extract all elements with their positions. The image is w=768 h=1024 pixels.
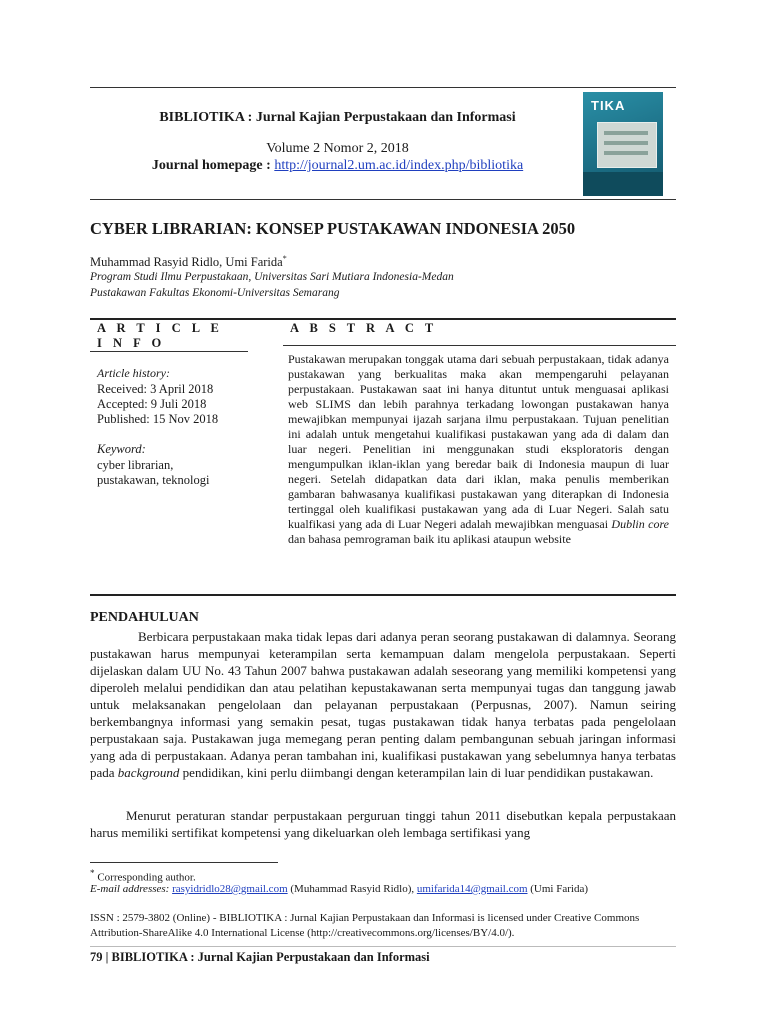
journal-cover-image <box>583 92 663 196</box>
cover-building <box>597 122 657 168</box>
article-info-heading-1: A R T I C L E <box>97 321 223 335</box>
keyword-line-2: pustakawan, teknologi <box>97 473 210 487</box>
cover-band <box>583 172 663 196</box>
intro-paragraph-2: Menurut peraturan standar perpustakaan perguruan tinggi tahun 2011 disebutkan kepala perpustakaan harus memiliki sertifikat kompetensi yang dikeluarkan oleh lembaga sertifikasi yang <box>90 808 676 840</box>
footer-rule <box>90 946 676 947</box>
intro-paragraph-1: Berbicara perpustakaan maka tidak lepas dari adanya peran seorang pustakawan di dalamnya. Seorang pustakawan harus mempunyai keterampilan serta kemampuan dalam mengelola perpustakaan. Seperti dijelaskan dalam UU No. 43 Tahun 2007 bahwa pustakawan adalah seseorang yang memiliki kompetensi yang diperoleh melalui pendidikan dan atau pelatihan kepustakawanan serta mempunyai tugas dan tanggung jawab untuk melaksanakan pengelolaan dan pelayanan perpustakaan (Perpusnas, 2007). Namun seiring berkembangnya informasi yang semakin pesat, tugas pustakawan tidak hanya terbatas pada pengelolaan perpustakaan saja. Pustakawan juga memegang peran penting dalam pembangunan sebuah jaringan informasi yang ada di perpustakaan. Adanya peran tambahan ini, kualifikasi pustakawan yang sebelumnya hanya terbatas pada background pendidikan, kini perlu diimbangi dengan keterampilan lain di luar pendidikan pustakawan. <box>90 629 676 780</box>
license-notice: ISSN : 2579-3802 (Online) - BIBLIOTIKA : Jurnal Kajian Perpustakaan dan Informasi is licensed under Creative Commons Attribution-ShareAlike 4.0 International License (http://creativecommons.org/licenses/BY/4.0/). <box>90 912 640 939</box>
affiliation-2: Pustakawan Fakultas Ekonomi-Universitas Semarang <box>90 287 340 299</box>
published-date: Published: 15 Nov 2018 <box>97 412 219 426</box>
journal-homepage <box>90 158 585 174</box>
journal-title: BIBLIOTIKA : Jurnal Kajian Perpustakaan dan Informasi <box>159 110 516 125</box>
email-link-2[interactable]: umifarida14@gmail.com <box>416 883 528 895</box>
footnote-rule <box>90 862 278 863</box>
affiliation-1: Program Studi Ilmu Perpustakaan, Universitas Sari Mutiara Indonesia-Medan <box>90 271 454 283</box>
cover-logo: TIKA <box>591 98 626 113</box>
accepted-date: Accepted: 9 Juli 2018 <box>97 397 207 411</box>
abstract-heading: A B S T R A C T <box>290 321 438 335</box>
email-link-1[interactable]: rasyidridlo28@gmail.com <box>172 883 288 895</box>
homepage-label: Journal homepage : <box>151 158 271 173</box>
page-footer: 79 | BIBLIOTIKA : Jurnal Kajian Perpustakaan dan Informasi <box>90 950 430 964</box>
section-heading-pendahuluan: PENDAHULUAN <box>90 610 199 625</box>
footnote-corresponding: * Corresponding author. <box>90 868 196 884</box>
journal-volume: Volume 2 Nomor 2, 2018 <box>266 141 409 156</box>
keyword-label: Keyword: <box>97 442 146 456</box>
homepage-link[interactable]: http://journal2.um.ac.id/index.php/bibliotika <box>274 158 524 173</box>
article-info-heading-2: I N F O <box>97 336 166 350</box>
info-top-rule <box>90 318 676 320</box>
abstract-rule <box>283 345 676 346</box>
paper-title: CYBER LIBRARIAN: KONSEP PUSTAKAWAN INDONESIA 2050 <box>90 219 576 238</box>
keyword-line-1: cyber librarian, <box>97 458 174 472</box>
abstract-text: Pustakawan merupakan tonggak utama dari sebuah perpustakaan, tidak adanya pustakawan yang berkualitas maka akan mempengaruhi pelayanan perpustakaan. Pustakawan saat ini hanya dituntut untuk menguasai aplikasi web SLIMS dan lebih parahnya terkadang lowongan pustakawan hanya mewajibkan mempunyai ijazah sarjana ilmu perpustakaan. Tujuan penelitian ini adalah untuk mengetahui kualifikasi pustakawan yang ada di dalam dan luar negeri. Penelitian ini menggunakan studi eksploratoris dengan mengumpulkan iklan-iklan yang beredar baik di Indonesia maupun di luar negeri. Setelah didapatkan data dari iklan, maka penulis memberikan gambaran bahwasanya kualifikasi pustakawan yang diterapkan di Indonesia tertinggal oleh kualifikasi pustakawan yang ada di Luar Negeri. Salah satu kualfikasi yang ada di Luar Negeri adalah mewajibkan menguasai Dublin core dan bahasa pemrograman baik itu aplikasi ataupun website <box>288 352 669 546</box>
history-label: Article history: <box>97 366 170 380</box>
header-bottom-rule <box>90 199 676 200</box>
header-top-rule <box>90 87 676 88</box>
article-info-rule <box>90 351 248 352</box>
abstract-bottom-rule <box>90 594 676 596</box>
received-date: Received: 3 April 2018 <box>97 382 214 396</box>
footnote-emails: E-mail addresses: rasyidridlo28@gmail.com (Muhammad Rasyid Ridlo), umifarida14@gmail.com (Umi Farida) <box>90 883 588 895</box>
paper-authors: Muhammad Rasyid Ridlo, Umi Farida* <box>90 254 287 270</box>
